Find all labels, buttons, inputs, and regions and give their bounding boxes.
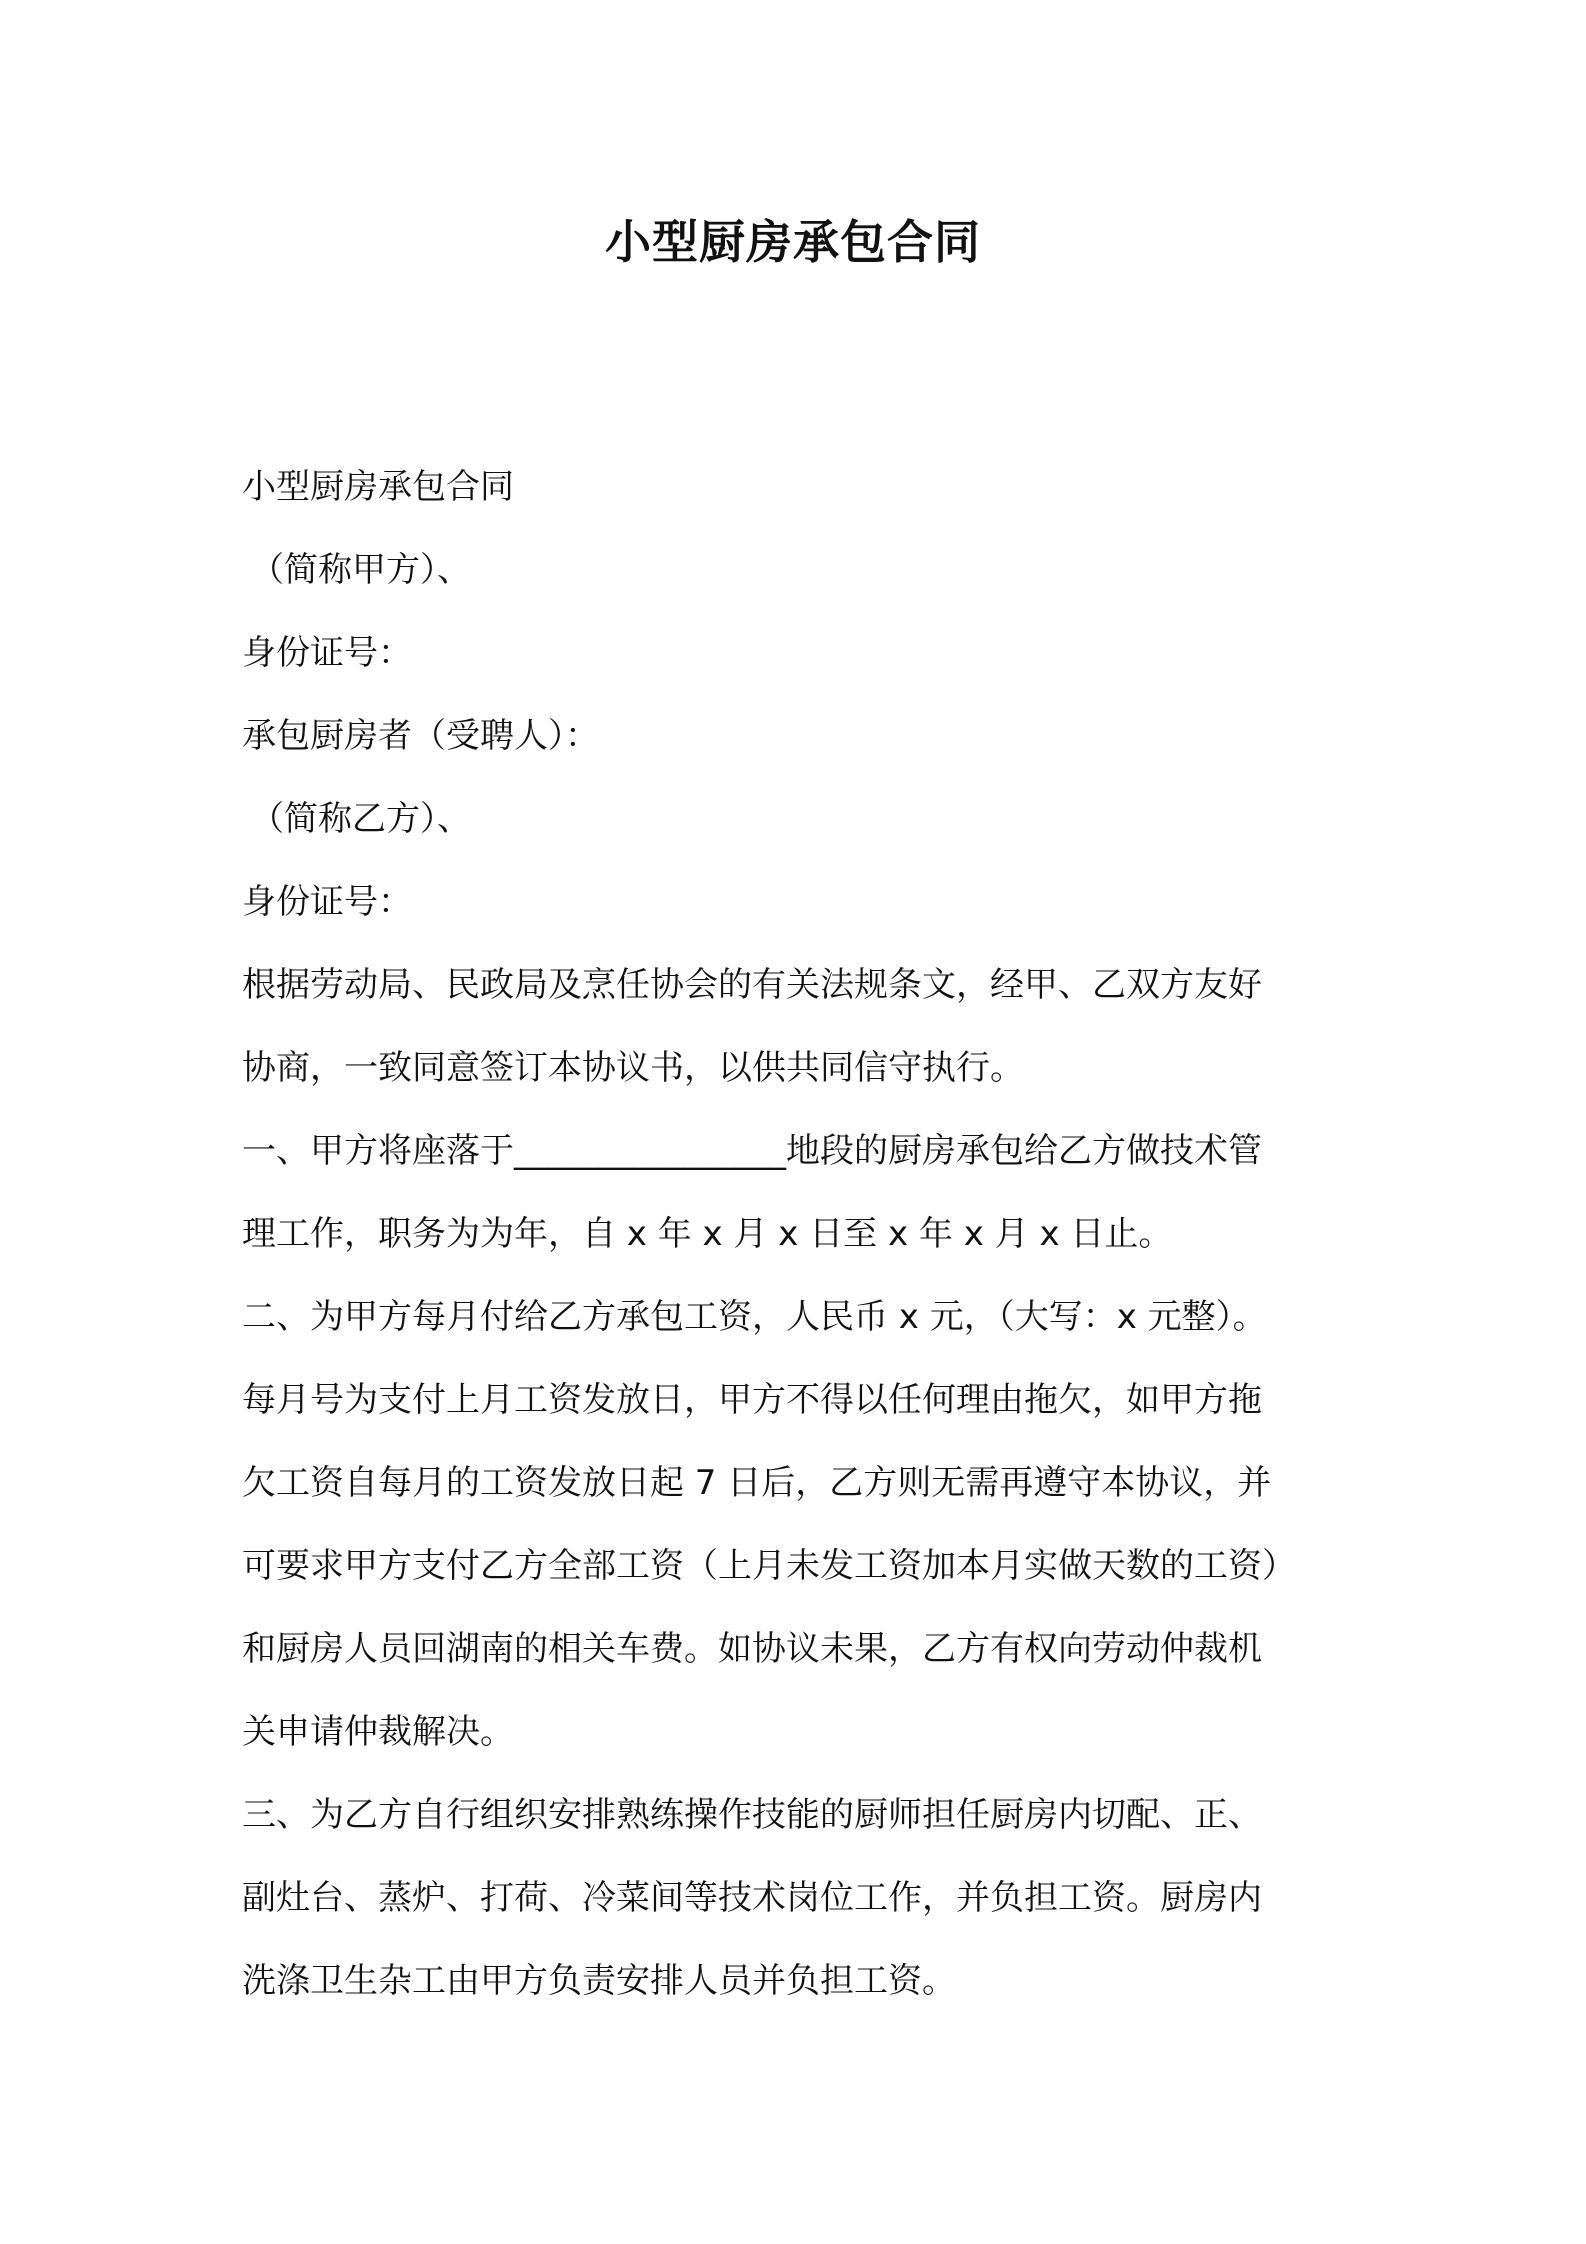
paragraph-party-a: （简称甲方）、: [250, 550, 471, 590]
paragraph-clause2-line4: 可要求甲方支付乙方全部工资（上月未发工资加本月实做天数的工资）: [242, 1546, 1296, 1586]
paragraph-clause1-line1: 一、甲方将座落于________________地段的厨房承包给乙方做技术管: [242, 1131, 1262, 1171]
document-body: [242, 446, 1362, 2023]
paragraph-heading: 小型厨房承包合同: [242, 467, 514, 507]
paragraph-party-b-id: 身份证号：: [242, 882, 412, 922]
paragraph-clause3-line2: 副灶台、蒸炉、打荷、冷菜间等技术岗位工作，并负担工资。厨房内: [242, 1878, 1262, 1918]
paragraph-clause2-line6: 关申请仲裁解决。: [242, 1712, 514, 1752]
paragraph-clause2-line2: 每月号为支付上月工资发放日，甲方不得以任何理由拖欠，如甲方拖: [242, 1380, 1262, 1420]
paragraph-clause1-line2: 理工作，职务为为年，自 x 年 x 月 x 日至 x 年 x 月 x 日止。: [242, 1214, 1173, 1254]
document-title: 小型厨房承包合同: [605, 215, 981, 269]
paragraph-clause3-line1: 三、为乙方自行组织安排熟练操作技能的厨师担任厨房内切配、正、: [242, 1795, 1262, 1835]
paragraph-contractor: 承包厨房者（受聘人）：: [242, 716, 599, 756]
paragraph-party-b: （简称乙方）、: [250, 799, 471, 839]
paragraph-party-a-id: 身份证号：: [242, 633, 412, 673]
paragraph-clause3-line3: 洗涤卫生杂工由甲方负责安排人员并负担工资。: [242, 1961, 956, 2001]
paragraph-clause2-line5: 和厨房人员回湖南的相关车费。如协议未果，乙方有权向劳动仲裁机: [242, 1629, 1262, 1669]
paragraph-preamble-line1: 根据劳动局、民政局及烹任协会的有关法规条文，经甲、乙双方友好: [242, 965, 1262, 1005]
paragraph-preamble-line2: 协商，一致同意签订本协议书，以供共同信守执行。: [242, 1048, 1024, 1088]
paragraph-clause2-line1: 二、为甲方每月付给乙方承包工资，人民币 x 元，（大写：x 元整）。: [242, 1297, 1267, 1337]
paragraph-clause2-line3: 欠工资自每月的工资发放日起 7 日后，乙方则无需再遵守本协议，并: [242, 1463, 1272, 1503]
